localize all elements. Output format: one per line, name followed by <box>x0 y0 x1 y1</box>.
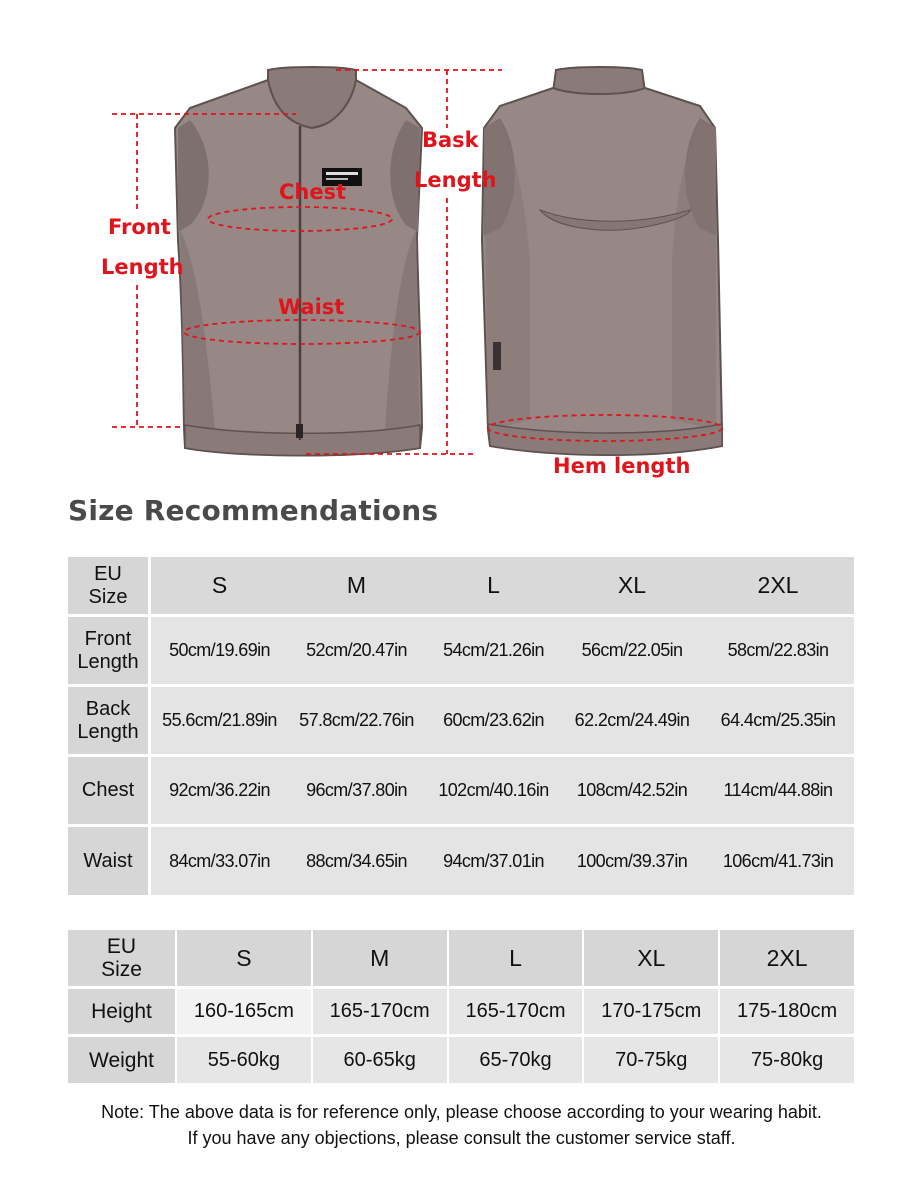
table-cell: 60cm/23.62in <box>443 710 544 730</box>
height-row-label: Height <box>68 989 175 1034</box>
table-row <box>68 827 854 895</box>
weight-row-label: Weight <box>68 1037 175 1083</box>
table-cell: 57.8cm/22.76in <box>299 710 414 730</box>
back-length-row-label: Back Length <box>68 687 151 754</box>
table-cell: 62.2cm/24.49in <box>574 710 690 730</box>
note-line-2: If you have any objections, please consult the customer service staff. <box>187 1128 736 1148</box>
table-cell: 75-80kg <box>718 1037 854 1083</box>
table-cell: 106cm/41.73in <box>722 850 834 871</box>
eu-size-header: EU Size <box>68 557 151 614</box>
note-line-1: Note: The above data is for reference only, please choose according to your wearing habit. <box>101 1102 822 1122</box>
table-cell: 52cm/20.47in <box>306 640 407 660</box>
table-cell: 160-165cm <box>175 989 311 1034</box>
table-cell: 64.4cm/25.35in <box>720 710 836 730</box>
table-cell: 92cm/36.22in <box>169 780 270 800</box>
table-cell: 58cm/22.83in <box>727 640 829 660</box>
table-cell: 60-65kg <box>311 1037 447 1083</box>
table-cell: 114cm/44.88in <box>723 780 833 800</box>
table-cell: 54cm/21.26in <box>443 640 544 660</box>
front-length-label-line2: Length <box>101 255 184 279</box>
table-cell: 165-170cm <box>311 989 447 1034</box>
table-cell: 55-60kg <box>175 1037 311 1083</box>
size-header-2xl: 2XL <box>718 930 854 986</box>
size-header-xl: XL <box>617 572 647 598</box>
table-cell: 108cm/42.52in <box>576 780 688 800</box>
size-header-l: L <box>447 930 583 986</box>
hem-length-label: Hem length <box>553 454 691 478</box>
chest-row-label: Chest <box>68 757 151 824</box>
table-cell: 94cm/37.01in <box>443 850 544 871</box>
waist-row-label: Waist <box>68 827 151 895</box>
table-row <box>68 687 854 754</box>
table-cell: 65-70kg <box>447 1037 583 1083</box>
height-weight-table <box>68 930 854 1083</box>
vest-illustration <box>0 0 923 490</box>
size-chart-header-row <box>68 557 854 614</box>
table-row <box>68 1037 854 1083</box>
front-length-label-line1: Front <box>108 215 171 239</box>
size-header-s: S <box>175 930 311 986</box>
table-row <box>68 617 854 684</box>
size-chart-table <box>68 557 854 895</box>
table-cell: 56cm/22.05in <box>581 640 683 660</box>
table-cell: 55.6cm/21.89in <box>162 710 277 730</box>
table-cell: 170-175cm <box>582 989 718 1034</box>
table-cell: 100cm/39.37in <box>576 850 688 871</box>
eu-size-header: EU Size <box>68 930 175 986</box>
size-header-m: M <box>311 930 447 986</box>
table-cell: 96cm/37.80in <box>306 780 407 800</box>
size-header-2xl: 2XL <box>757 572 799 598</box>
size-header-l: L <box>487 572 500 598</box>
table-cell: 175-180cm <box>718 989 854 1034</box>
back-length-label-line1: Bask <box>422 128 479 152</box>
chest-label: Chest <box>279 180 347 204</box>
table-cell: 88cm/34.65in <box>306 850 407 871</box>
section-title: Size Recommendations <box>68 494 439 527</box>
front-vest <box>175 67 422 456</box>
size-header-xl: XL <box>582 930 718 986</box>
waist-label: Waist <box>278 295 345 319</box>
back-length-label-line2: Length <box>414 168 497 192</box>
size-header-s: S <box>211 572 228 598</box>
table-cell: 84cm/33.07in <box>169 850 270 871</box>
table-cell: 102cm/40.16in <box>438 780 549 800</box>
height-weight-header-row <box>68 930 854 986</box>
table-cell: 50cm/19.69in <box>169 640 270 660</box>
table-row <box>68 989 854 1034</box>
size-header-m: M <box>346 572 367 598</box>
front-length-row-label: Front Length <box>68 617 151 684</box>
table-row <box>68 757 854 824</box>
back-vest <box>482 67 722 455</box>
table-cell: 70-75kg <box>582 1037 718 1083</box>
vest-size-diagram <box>0 0 923 490</box>
table-cell: 165-170cm <box>447 989 583 1034</box>
